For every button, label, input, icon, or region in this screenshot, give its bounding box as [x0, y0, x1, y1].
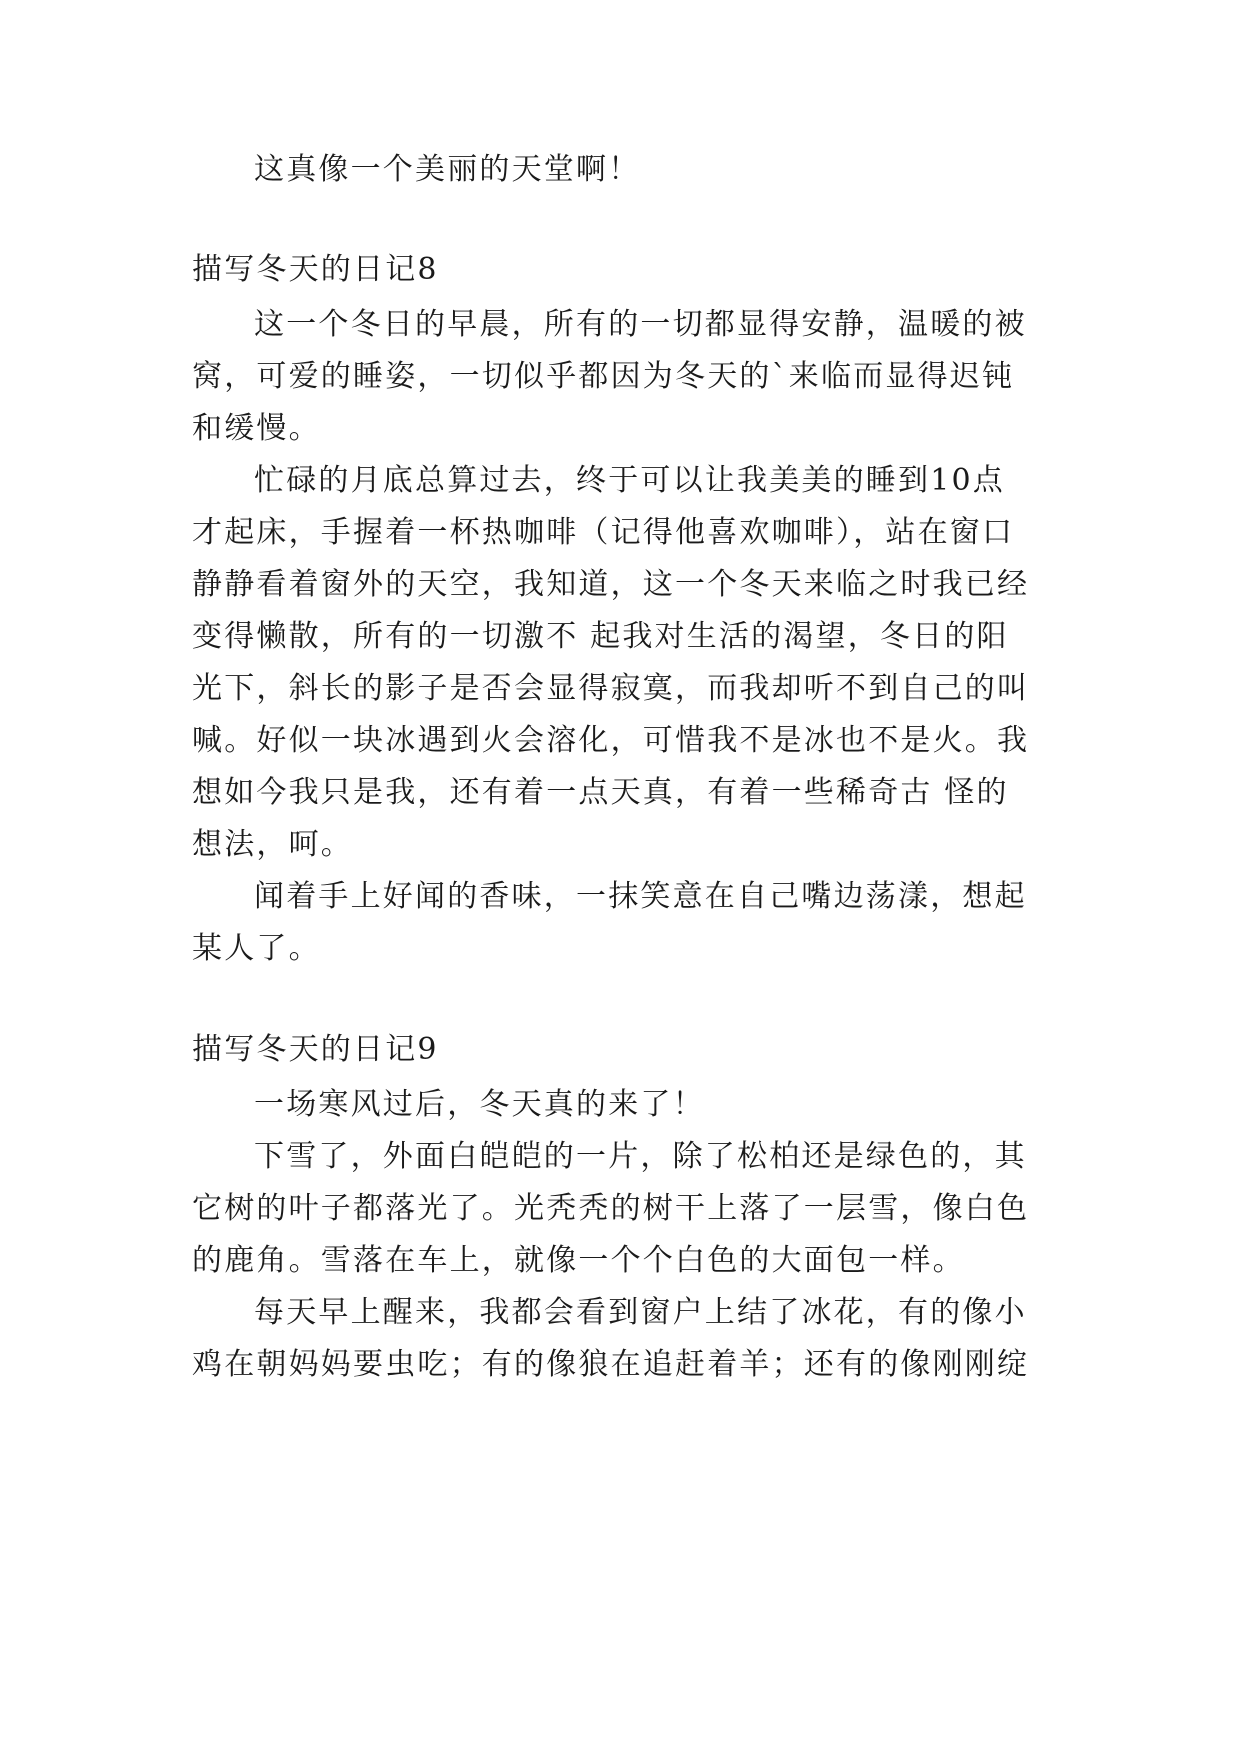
paragraph-line: 喊。好似一块冰遇到火会溶化，可惜我不是冰也不是火。我: [192, 723, 1030, 758]
paragraph-line: 一场寒风过后，冬天真的来了！: [254, 1087, 705, 1122]
paragraph-line: 忙碌的月底总算过去，终于可以让我美美的睡到10点: [254, 463, 1005, 498]
paragraph-line: 变得懒散，所有的一切激不 起我对生活的渴望，冬日的阳: [192, 619, 1009, 654]
paragraph-line: 才起床，手握着一杯热咖啡（记得他喜欢咖啡），站在窗口: [192, 515, 1015, 550]
paragraph-line: 某人了。: [192, 931, 321, 966]
paragraph-line: 鸡在朝妈妈要虫吃；有的像狼在追赶着羊；还有的像刚刚绽: [192, 1347, 1030, 1382]
paragraph-line: 想如今我只是我，还有着一点天真，有着一些稀奇古 怪的: [192, 775, 1009, 810]
paragraph-line: 它树的叶子都落光了。光秃秃的树干上落了一层雪，像白色: [192, 1191, 1030, 1226]
paragraph-line: 的鹿角。雪落在车上，就像一个个白色的大面包一样。: [192, 1243, 965, 1278]
paragraph-line: 和缓慢。: [192, 411, 321, 446]
paragraph-line: 静静看着窗外的天空，我知道，这一个冬天来临之时我已经: [192, 567, 1030, 602]
paragraph-line: 每天早上醒来，我都会看到窗户上结了冰花，有的像小: [254, 1295, 1027, 1330]
paragraph-line: 光下，斜长的影子是否会显得寂寞，而我却听不到自己的叫: [192, 671, 1030, 706]
paragraph-line: 想法，呵。: [192, 827, 353, 862]
section-heading: 描写冬天的日记9: [192, 1032, 439, 1067]
section-heading: 描写冬天的日记8: [192, 252, 439, 287]
paragraph-line: 窝，可爱的睡姿，一切似乎都因为冬天的`来临而显得迟钝: [192, 359, 1015, 394]
paragraph-line: 下雪了，外面白皑皑的一片，除了松柏还是绿色的，其: [254, 1139, 1027, 1174]
paragraph-line: 这一个冬日的早晨，所有的一切都显得安静，温暖的被: [254, 307, 1027, 342]
paragraph-line: 这真像一个美丽的天堂啊！: [254, 152, 641, 187]
paragraph-line: 闻着手上好闻的香味，一抹笑意在自己嘴边荡漾，想起: [254, 879, 1027, 914]
